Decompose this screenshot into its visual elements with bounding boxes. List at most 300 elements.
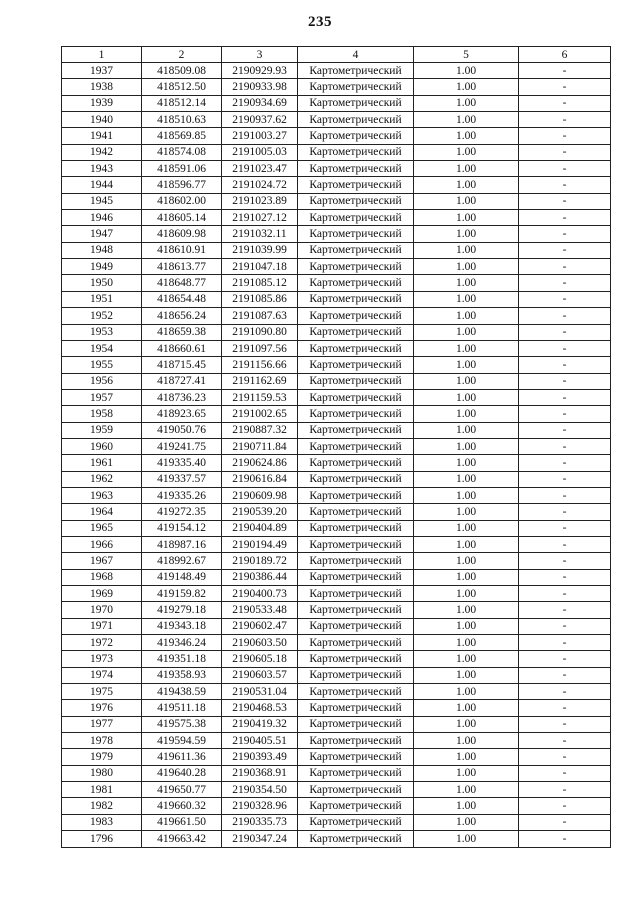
method-cell: Картометрический <box>298 406 414 422</box>
y-coordinate-cell: 2191005.03 <box>222 144 298 160</box>
y-coordinate-cell: 2190887.32 <box>222 422 298 438</box>
x-coordinate-cell: 418656.24 <box>142 308 222 324</box>
accuracy-cell: 1.00 <box>414 79 519 95</box>
accuracy-cell: 1.00 <box>414 308 519 324</box>
x-coordinate-cell: 418596.77 <box>142 177 222 193</box>
coordinates-table <box>61 46 611 848</box>
y-coordinate-cell: 2190468.53 <box>222 700 298 716</box>
method-cell: Картометрический <box>298 275 414 291</box>
table-row <box>62 275 611 291</box>
y-coordinate-cell: 2190404.89 <box>222 520 298 536</box>
x-coordinate-cell: 418727.41 <box>142 373 222 389</box>
table-row <box>62 112 611 128</box>
x-coordinate-cell: 419335.40 <box>142 455 222 471</box>
y-coordinate-cell: 2190386.44 <box>222 569 298 585</box>
x-coordinate-cell: 419351.18 <box>142 651 222 667</box>
note-cell: - <box>519 324 611 340</box>
point-number-cell: 1939 <box>62 95 142 111</box>
y-coordinate-cell: 2190393.49 <box>222 749 298 765</box>
table-body <box>62 63 611 848</box>
point-number-cell: 1949 <box>62 259 142 275</box>
method-cell: Картометрический <box>298 765 414 781</box>
accuracy-cell: 1.00 <box>414 112 519 128</box>
x-coordinate-cell: 418987.16 <box>142 536 222 552</box>
point-number-cell: 1980 <box>62 765 142 781</box>
table-row <box>62 733 611 749</box>
table-row <box>62 259 611 275</box>
method-cell: Картометрический <box>298 259 414 275</box>
note-cell: - <box>519 259 611 275</box>
x-coordinate-cell: 419594.59 <box>142 733 222 749</box>
accuracy-cell: 1.00 <box>414 765 519 781</box>
note-cell: - <box>519 733 611 749</box>
accuracy-cell: 1.00 <box>414 700 519 716</box>
note-cell: - <box>519 79 611 95</box>
method-cell: Картометрический <box>298 520 414 536</box>
accuracy-cell: 1.00 <box>414 602 519 618</box>
note-cell: - <box>519 667 611 683</box>
y-coordinate-cell: 2191023.89 <box>222 193 298 209</box>
method-cell: Картометрический <box>298 242 414 258</box>
x-coordinate-cell: 419241.75 <box>142 438 222 454</box>
method-cell: Картометрический <box>298 340 414 356</box>
note-cell: - <box>519 63 611 79</box>
column-header-5: 5 <box>414 47 519 63</box>
note-cell: - <box>519 814 611 830</box>
accuracy-cell: 1.00 <box>414 406 519 422</box>
point-number-cell: 1941 <box>62 128 142 144</box>
method-cell: Картометрический <box>298 210 414 226</box>
point-number-cell: 1963 <box>62 487 142 503</box>
y-coordinate-cell: 2190328.96 <box>222 798 298 814</box>
note-cell: - <box>519 242 611 258</box>
y-coordinate-cell: 2191024.72 <box>222 177 298 193</box>
column-header-2: 2 <box>142 47 222 63</box>
y-coordinate-cell: 2191156.66 <box>222 357 298 373</box>
accuracy-cell: 1.00 <box>414 651 519 667</box>
y-coordinate-cell: 2190347.24 <box>222 831 298 847</box>
y-coordinate-cell: 2190711.84 <box>222 438 298 454</box>
note-cell: - <box>519 520 611 536</box>
x-coordinate-cell: 418610.91 <box>142 242 222 258</box>
y-coordinate-cell: 2190533.48 <box>222 602 298 618</box>
x-coordinate-cell: 419159.82 <box>142 586 222 602</box>
accuracy-cell: 1.00 <box>414 798 519 814</box>
table-row <box>62 635 611 651</box>
accuracy-cell: 1.00 <box>414 716 519 732</box>
y-coordinate-cell: 2190400.73 <box>222 586 298 602</box>
point-number-cell: 1944 <box>62 177 142 193</box>
x-coordinate-cell: 418569.85 <box>142 128 222 144</box>
table-row <box>62 520 611 536</box>
table-row <box>62 128 611 144</box>
y-coordinate-cell: 2190616.84 <box>222 471 298 487</box>
accuracy-cell: 1.00 <box>414 259 519 275</box>
accuracy-cell: 1.00 <box>414 586 519 602</box>
note-cell: - <box>519 291 611 307</box>
y-coordinate-cell: 2191085.86 <box>222 291 298 307</box>
note-cell: - <box>519 95 611 111</box>
table-row <box>62 144 611 160</box>
point-number-cell: 1937 <box>62 63 142 79</box>
table-row <box>62 308 611 324</box>
y-coordinate-cell: 2190609.98 <box>222 487 298 503</box>
point-number-cell: 1983 <box>62 814 142 830</box>
table-row <box>62 782 611 798</box>
y-coordinate-cell: 2191039.99 <box>222 242 298 258</box>
accuracy-cell: 1.00 <box>414 733 519 749</box>
point-number-cell: 1940 <box>62 112 142 128</box>
note-cell: - <box>519 340 611 356</box>
table-row <box>62 455 611 471</box>
method-cell: Картометрический <box>298 177 414 193</box>
table-row <box>62 667 611 683</box>
table-row <box>62 602 611 618</box>
x-coordinate-cell: 418512.50 <box>142 79 222 95</box>
point-number-cell: 1959 <box>62 422 142 438</box>
table-row <box>62 373 611 389</box>
point-number-cell: 1938 <box>62 79 142 95</box>
note-cell: - <box>519 684 611 700</box>
y-coordinate-cell: 2190933.98 <box>222 79 298 95</box>
method-cell: Картометрический <box>298 700 414 716</box>
y-coordinate-cell: 2190405.51 <box>222 733 298 749</box>
method-cell: Картометрический <box>298 226 414 242</box>
y-coordinate-cell: 2190624.86 <box>222 455 298 471</box>
x-coordinate-cell: 418654.48 <box>142 291 222 307</box>
method-cell: Картометрический <box>298 798 414 814</box>
table-row <box>62 161 611 177</box>
x-coordinate-cell: 419154.12 <box>142 520 222 536</box>
note-cell: - <box>519 569 611 585</box>
accuracy-cell: 1.00 <box>414 569 519 585</box>
method-cell: Картометрический <box>298 716 414 732</box>
accuracy-cell: 1.00 <box>414 487 519 503</box>
y-coordinate-cell: 2190603.57 <box>222 667 298 683</box>
method-cell: Картометрический <box>298 487 414 503</box>
y-coordinate-cell: 2191003.27 <box>222 128 298 144</box>
note-cell: - <box>519 651 611 667</box>
point-number-cell: 1942 <box>62 144 142 160</box>
x-coordinate-cell: 418609.98 <box>142 226 222 242</box>
column-header-4: 4 <box>298 47 414 63</box>
table-row <box>62 340 611 356</box>
x-coordinate-cell: 418591.06 <box>142 161 222 177</box>
method-cell: Картометрический <box>298 112 414 128</box>
note-cell: - <box>519 536 611 552</box>
table-row <box>62 177 611 193</box>
note-cell: - <box>519 586 611 602</box>
table-row <box>62 831 611 847</box>
accuracy-cell: 1.00 <box>414 63 519 79</box>
table-row <box>62 242 611 258</box>
table-row <box>62 291 611 307</box>
method-cell: Картометрический <box>298 749 414 765</box>
accuracy-cell: 1.00 <box>414 161 519 177</box>
method-cell: Картометрический <box>298 455 414 471</box>
accuracy-cell: 1.00 <box>414 831 519 847</box>
y-coordinate-cell: 2190419.32 <box>222 716 298 732</box>
point-number-cell: 1957 <box>62 389 142 405</box>
table-row <box>62 553 611 569</box>
table-row <box>62 700 611 716</box>
x-coordinate-cell: 419335.26 <box>142 487 222 503</box>
note-cell: - <box>519 357 611 373</box>
point-number-cell: 1981 <box>62 782 142 798</box>
column-header-6: 6 <box>519 47 611 63</box>
method-cell: Картометрический <box>298 324 414 340</box>
x-coordinate-cell: 419511.18 <box>142 700 222 716</box>
method-cell: Картометрический <box>298 814 414 830</box>
method-cell: Картометрический <box>298 95 414 111</box>
table-row <box>62 716 611 732</box>
accuracy-cell: 1.00 <box>414 520 519 536</box>
point-number-cell: 1969 <box>62 586 142 602</box>
accuracy-cell: 1.00 <box>414 389 519 405</box>
y-coordinate-cell: 2191090.80 <box>222 324 298 340</box>
method-cell: Картометрический <box>298 684 414 700</box>
point-number-cell: 1965 <box>62 520 142 536</box>
accuracy-cell: 1.00 <box>414 504 519 520</box>
y-coordinate-cell: 2190189.72 <box>222 553 298 569</box>
accuracy-cell: 1.00 <box>414 618 519 634</box>
x-coordinate-cell: 419343.18 <box>142 618 222 634</box>
column-header-3: 3 <box>222 47 298 63</box>
point-number-cell: 1947 <box>62 226 142 242</box>
y-coordinate-cell: 2190605.18 <box>222 651 298 667</box>
table-row <box>62 438 611 454</box>
x-coordinate-cell: 418510.63 <box>142 112 222 128</box>
x-coordinate-cell: 418923.65 <box>142 406 222 422</box>
note-cell: - <box>519 226 611 242</box>
point-number-cell: 1945 <box>62 193 142 209</box>
point-number-cell: 1952 <box>62 308 142 324</box>
method-cell: Картометрический <box>298 733 414 749</box>
accuracy-cell: 1.00 <box>414 226 519 242</box>
y-coordinate-cell: 2191023.47 <box>222 161 298 177</box>
accuracy-cell: 1.00 <box>414 635 519 651</box>
point-number-cell: 1971 <box>62 618 142 634</box>
note-cell: - <box>519 618 611 634</box>
x-coordinate-cell: 419346.24 <box>142 635 222 651</box>
method-cell: Картометрический <box>298 193 414 209</box>
note-cell: - <box>519 406 611 422</box>
x-coordinate-cell: 418715.45 <box>142 357 222 373</box>
method-cell: Картометрический <box>298 438 414 454</box>
table-row <box>62 422 611 438</box>
point-number-cell: 1977 <box>62 716 142 732</box>
method-cell: Картометрический <box>298 308 414 324</box>
note-cell: - <box>519 438 611 454</box>
note-cell: - <box>519 112 611 128</box>
note-cell: - <box>519 389 611 405</box>
point-number-cell: 1956 <box>62 373 142 389</box>
y-coordinate-cell: 2191087.63 <box>222 308 298 324</box>
point-number-cell: 1982 <box>62 798 142 814</box>
accuracy-cell: 1.00 <box>414 275 519 291</box>
table-row <box>62 618 611 634</box>
table-row <box>62 569 611 585</box>
accuracy-cell: 1.00 <box>414 291 519 307</box>
method-cell: Картометрический <box>298 504 414 520</box>
note-cell: - <box>519 553 611 569</box>
table-row <box>62 471 611 487</box>
note-cell: - <box>519 504 611 520</box>
point-number-cell: 1954 <box>62 340 142 356</box>
accuracy-cell: 1.00 <box>414 553 519 569</box>
note-cell: - <box>519 765 611 781</box>
table-row <box>62 79 611 95</box>
x-coordinate-cell: 418660.61 <box>142 340 222 356</box>
y-coordinate-cell: 2191032.11 <box>222 226 298 242</box>
method-cell: Картометрический <box>298 586 414 602</box>
method-cell: Картометрический <box>298 536 414 552</box>
note-cell: - <box>519 635 611 651</box>
accuracy-cell: 1.00 <box>414 193 519 209</box>
accuracy-cell: 1.00 <box>414 177 519 193</box>
note-cell: - <box>519 602 611 618</box>
note-cell: - <box>519 373 611 389</box>
y-coordinate-cell: 2190934.69 <box>222 95 298 111</box>
y-coordinate-cell: 2190368.91 <box>222 765 298 781</box>
point-number-cell: 1972 <box>62 635 142 651</box>
method-cell: Картометрический <box>298 602 414 618</box>
x-coordinate-cell: 419663.42 <box>142 831 222 847</box>
x-coordinate-cell: 419279.18 <box>142 602 222 618</box>
table-row <box>62 749 611 765</box>
method-cell: Картометрический <box>298 389 414 405</box>
point-number-cell: 1950 <box>62 275 142 291</box>
table-row <box>62 406 611 422</box>
x-coordinate-cell: 419337.57 <box>142 471 222 487</box>
accuracy-cell: 1.00 <box>414 95 519 111</box>
column-header-1: 1 <box>62 47 142 63</box>
accuracy-cell: 1.00 <box>414 357 519 373</box>
x-coordinate-cell: 419650.77 <box>142 782 222 798</box>
table-row <box>62 63 611 79</box>
accuracy-cell: 1.00 <box>414 324 519 340</box>
note-cell: - <box>519 422 611 438</box>
y-coordinate-cell: 2190539.20 <box>222 504 298 520</box>
note-cell: - <box>519 716 611 732</box>
note-cell: - <box>519 749 611 765</box>
point-number-cell: 1943 <box>62 161 142 177</box>
point-number-cell: 1955 <box>62 357 142 373</box>
table-header-row <box>62 47 611 63</box>
accuracy-cell: 1.00 <box>414 667 519 683</box>
method-cell: Картометрический <box>298 471 414 487</box>
method-cell: Картометрический <box>298 291 414 307</box>
point-number-cell: 1970 <box>62 602 142 618</box>
table-row <box>62 210 611 226</box>
x-coordinate-cell: 419272.35 <box>142 504 222 520</box>
x-coordinate-cell: 418605.14 <box>142 210 222 226</box>
point-number-cell: 1964 <box>62 504 142 520</box>
method-cell: Картометрический <box>298 79 414 95</box>
page-number: 235 <box>308 14 332 30</box>
accuracy-cell: 1.00 <box>414 242 519 258</box>
note-cell: - <box>519 471 611 487</box>
table-row <box>62 504 611 520</box>
point-number-cell: 1946 <box>62 210 142 226</box>
table-row <box>62 95 611 111</box>
table-row <box>62 814 611 830</box>
method-cell: Картометрический <box>298 651 414 667</box>
note-cell: - <box>519 193 611 209</box>
method-cell: Картометрический <box>298 831 414 847</box>
method-cell: Картометрический <box>298 782 414 798</box>
point-number-cell: 1968 <box>62 569 142 585</box>
y-coordinate-cell: 2191085.12 <box>222 275 298 291</box>
note-cell: - <box>519 700 611 716</box>
y-coordinate-cell: 2190602.47 <box>222 618 298 634</box>
note-cell: - <box>519 798 611 814</box>
y-coordinate-cell: 2191097.56 <box>222 340 298 356</box>
table-row <box>62 193 611 209</box>
table-row <box>62 798 611 814</box>
note-cell: - <box>519 455 611 471</box>
table-row <box>62 536 611 552</box>
point-number-cell: 1966 <box>62 536 142 552</box>
point-number-cell: 1960 <box>62 438 142 454</box>
accuracy-cell: 1.00 <box>414 814 519 830</box>
table-row <box>62 651 611 667</box>
point-number-cell: 1961 <box>62 455 142 471</box>
x-coordinate-cell: 418602.00 <box>142 193 222 209</box>
accuracy-cell: 1.00 <box>414 749 519 765</box>
note-cell: - <box>519 144 611 160</box>
table-row <box>62 487 611 503</box>
y-coordinate-cell: 2191162.69 <box>222 373 298 389</box>
method-cell: Картометрический <box>298 63 414 79</box>
x-coordinate-cell: 418574.08 <box>142 144 222 160</box>
x-coordinate-cell: 419358.93 <box>142 667 222 683</box>
point-number-cell: 1796 <box>62 831 142 847</box>
point-number-cell: 1979 <box>62 749 142 765</box>
x-coordinate-cell: 419640.28 <box>142 765 222 781</box>
point-number-cell: 1951 <box>62 291 142 307</box>
note-cell: - <box>519 210 611 226</box>
y-coordinate-cell: 2190929.93 <box>222 63 298 79</box>
point-number-cell: 1962 <box>62 471 142 487</box>
x-coordinate-cell: 419050.76 <box>142 422 222 438</box>
point-number-cell: 1958 <box>62 406 142 422</box>
x-coordinate-cell: 418648.77 <box>142 275 222 291</box>
point-number-cell: 1967 <box>62 553 142 569</box>
method-cell: Картометрический <box>298 357 414 373</box>
y-coordinate-cell: 2191159.53 <box>222 389 298 405</box>
x-coordinate-cell: 419611.36 <box>142 749 222 765</box>
point-number-cell: 1976 <box>62 700 142 716</box>
x-coordinate-cell: 419148.49 <box>142 569 222 585</box>
x-coordinate-cell: 418659.38 <box>142 324 222 340</box>
point-number-cell: 1974 <box>62 667 142 683</box>
point-number-cell: 1953 <box>62 324 142 340</box>
method-cell: Картометрический <box>298 618 414 634</box>
accuracy-cell: 1.00 <box>414 144 519 160</box>
method-cell: Картометрический <box>298 667 414 683</box>
table-row <box>62 684 611 700</box>
table-row <box>62 226 611 242</box>
table-row <box>62 324 611 340</box>
x-coordinate-cell: 418736.23 <box>142 389 222 405</box>
accuracy-cell: 1.00 <box>414 340 519 356</box>
note-cell: - <box>519 308 611 324</box>
y-coordinate-cell: 2191027.12 <box>222 210 298 226</box>
x-coordinate-cell: 418992.67 <box>142 553 222 569</box>
note-cell: - <box>519 128 611 144</box>
y-coordinate-cell: 2190354.50 <box>222 782 298 798</box>
